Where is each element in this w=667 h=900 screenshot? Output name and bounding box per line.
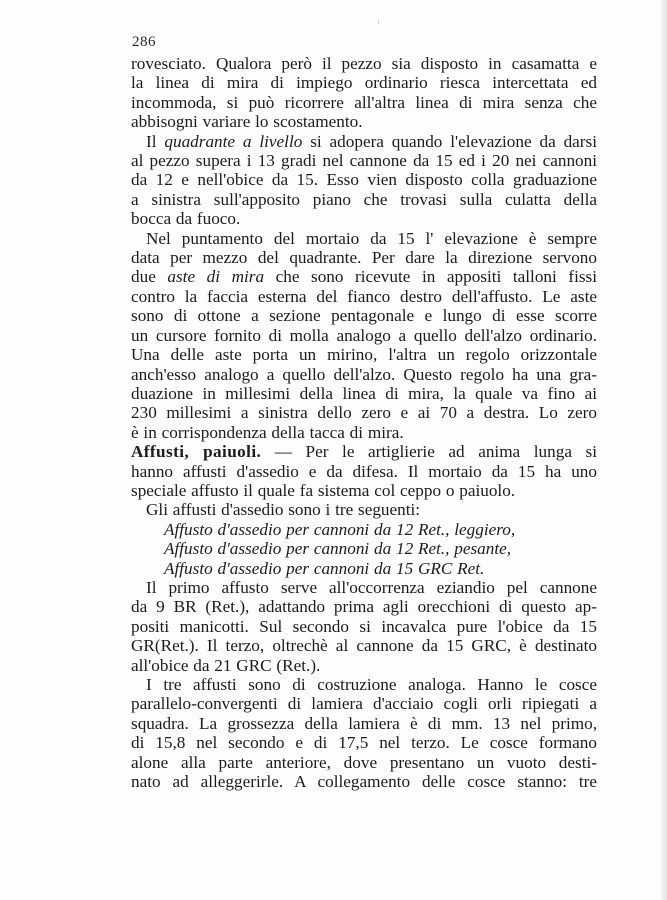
paragraph [131,675,597,791]
italic-term: aste di mira [167,267,265,287]
text-line: Il primo affusto serve all'occorrenza eziandio pel cannone [146,577,597,597]
paragraph [131,500,597,578]
page-number: 286 [132,34,156,50]
text-line: squadra. La grossezza della lamiera è di mm. 13 nel primo, [131,713,597,733]
text-line: contro la faccia esterna del fianco destro dell'affusto. Le aste [131,286,597,306]
text-line: speciale affusto il quale fa sistema col ceppo o paiuolo. [131,480,516,500]
text-line: la linea di mira di impiego ordinario riesca intercettata ed [131,73,597,93]
paragraph [131,442,597,500]
text-line: Affusti, paiuoli. — Per le artiglierie ad anima lunga si [131,442,597,462]
text-line: alone alla parte anteriore, dove presentano un vuoto desti- [131,752,597,772]
text-line: sono di ottone a sezione pentagonale e lungo di esse scorre [131,306,597,326]
text-line: Nel puntamento del mortaio da 15 l' elevazione è sempre [146,228,597,248]
text-line: all'obice da 21 GRC (Ret.). [131,655,321,675]
text-line: positi manicotti. Sul secondo si incavalca pure l'obice da 15 [131,616,597,636]
text-line: hanno affusti d'assedio e da difesa. Il mortaio da 15 ha uno [131,461,597,481]
paragraph [131,229,597,442]
text-line: da 9 BR (Ret.), adattando prima agli orecchioni di questo ap- [131,597,597,617]
text-line: un cursore fornito di molla analogo a quello dell'alzo ordinario. [131,325,597,345]
list-item: Affusto d'assedio per cannoni da 15 GRC Ret. [164,558,485,578]
paragraph [131,578,597,675]
section-heading: Affusti, paiuoli. [131,442,262,462]
list-item: Affusto d'assedio per cannoni da 12 Ret., leggiero, [164,519,516,539]
text-line: Una delle aste porta un mirino, l'altra un regolo orizzontale [131,345,597,365]
list-item: Affusto d'assedio per cannoni da 12 Ret., pesante, [164,539,512,559]
text-line: nato ad alleggerirle. A collegamento delle cosce stanno: tre [131,772,597,792]
text-line: parallelo-convergenti di lamiera d'acciaio cogli orli ripiegati a [131,694,597,714]
paragraph [131,54,597,132]
text-line: data per mezzo del quadrante. Per dare la direzione servono [131,248,597,268]
text-line: al pezzo supera i 13 gradi nel cannone da 15 ed i 20 nei cannoni [131,151,597,171]
text-line: abbisogni variare lo scostamento. [131,112,363,132]
text-line: due aste di mira che sono ricevute in appositi talloni fissi [131,267,598,287]
text-line: anch'esso analogo a quello dell'alzo. Questo regolo ha una gra- [131,364,597,384]
text-line: rovesciato. Qualora però il pezzo sia disposto in casamatta e [131,54,597,73]
italic-term: quadrante a livello [164,131,303,151]
text-line: duazione in millesimi della linea di mira, la quale va fino ai [131,383,597,403]
text-line: 230 millesimi a sinistra dello zero e ai 70 a destra. Lo zero [131,403,597,423]
text-line: incommoda, si può ricorrere all'altra linea di mira senza che [131,92,597,112]
paragraph [131,132,597,229]
text-line: a sinistra sull'apposito piano che trovasi sulla culatta della [131,189,597,209]
text-line: Il quadrante a livello si adopera quando l'elevazione da darsi [146,131,597,151]
scan-mark [378,20,379,24]
text-line: GR(Ret.). Il terzo, oltrechè al cannone da 15 GRC, è destinato [131,636,597,656]
text-line: di 15,8 nel secondo e di 17,5 nel terzo. Le cosce formano [131,733,597,753]
scan-edge [661,0,667,900]
text-line: è in corrispondenza della tacca di mira. [131,422,404,442]
body-text [131,54,597,791]
text-line: Gli affusti d'assedio sono i tre seguenti: [146,500,421,520]
text-line: bocca da fuoco. [131,209,241,229]
text-line: da 12 e nell'obice da 15. Esso vien disposto colla graduazione [131,170,597,190]
text-line: I tre affusti sono di costruzione analoga. Hanno le cosce [146,675,597,694]
